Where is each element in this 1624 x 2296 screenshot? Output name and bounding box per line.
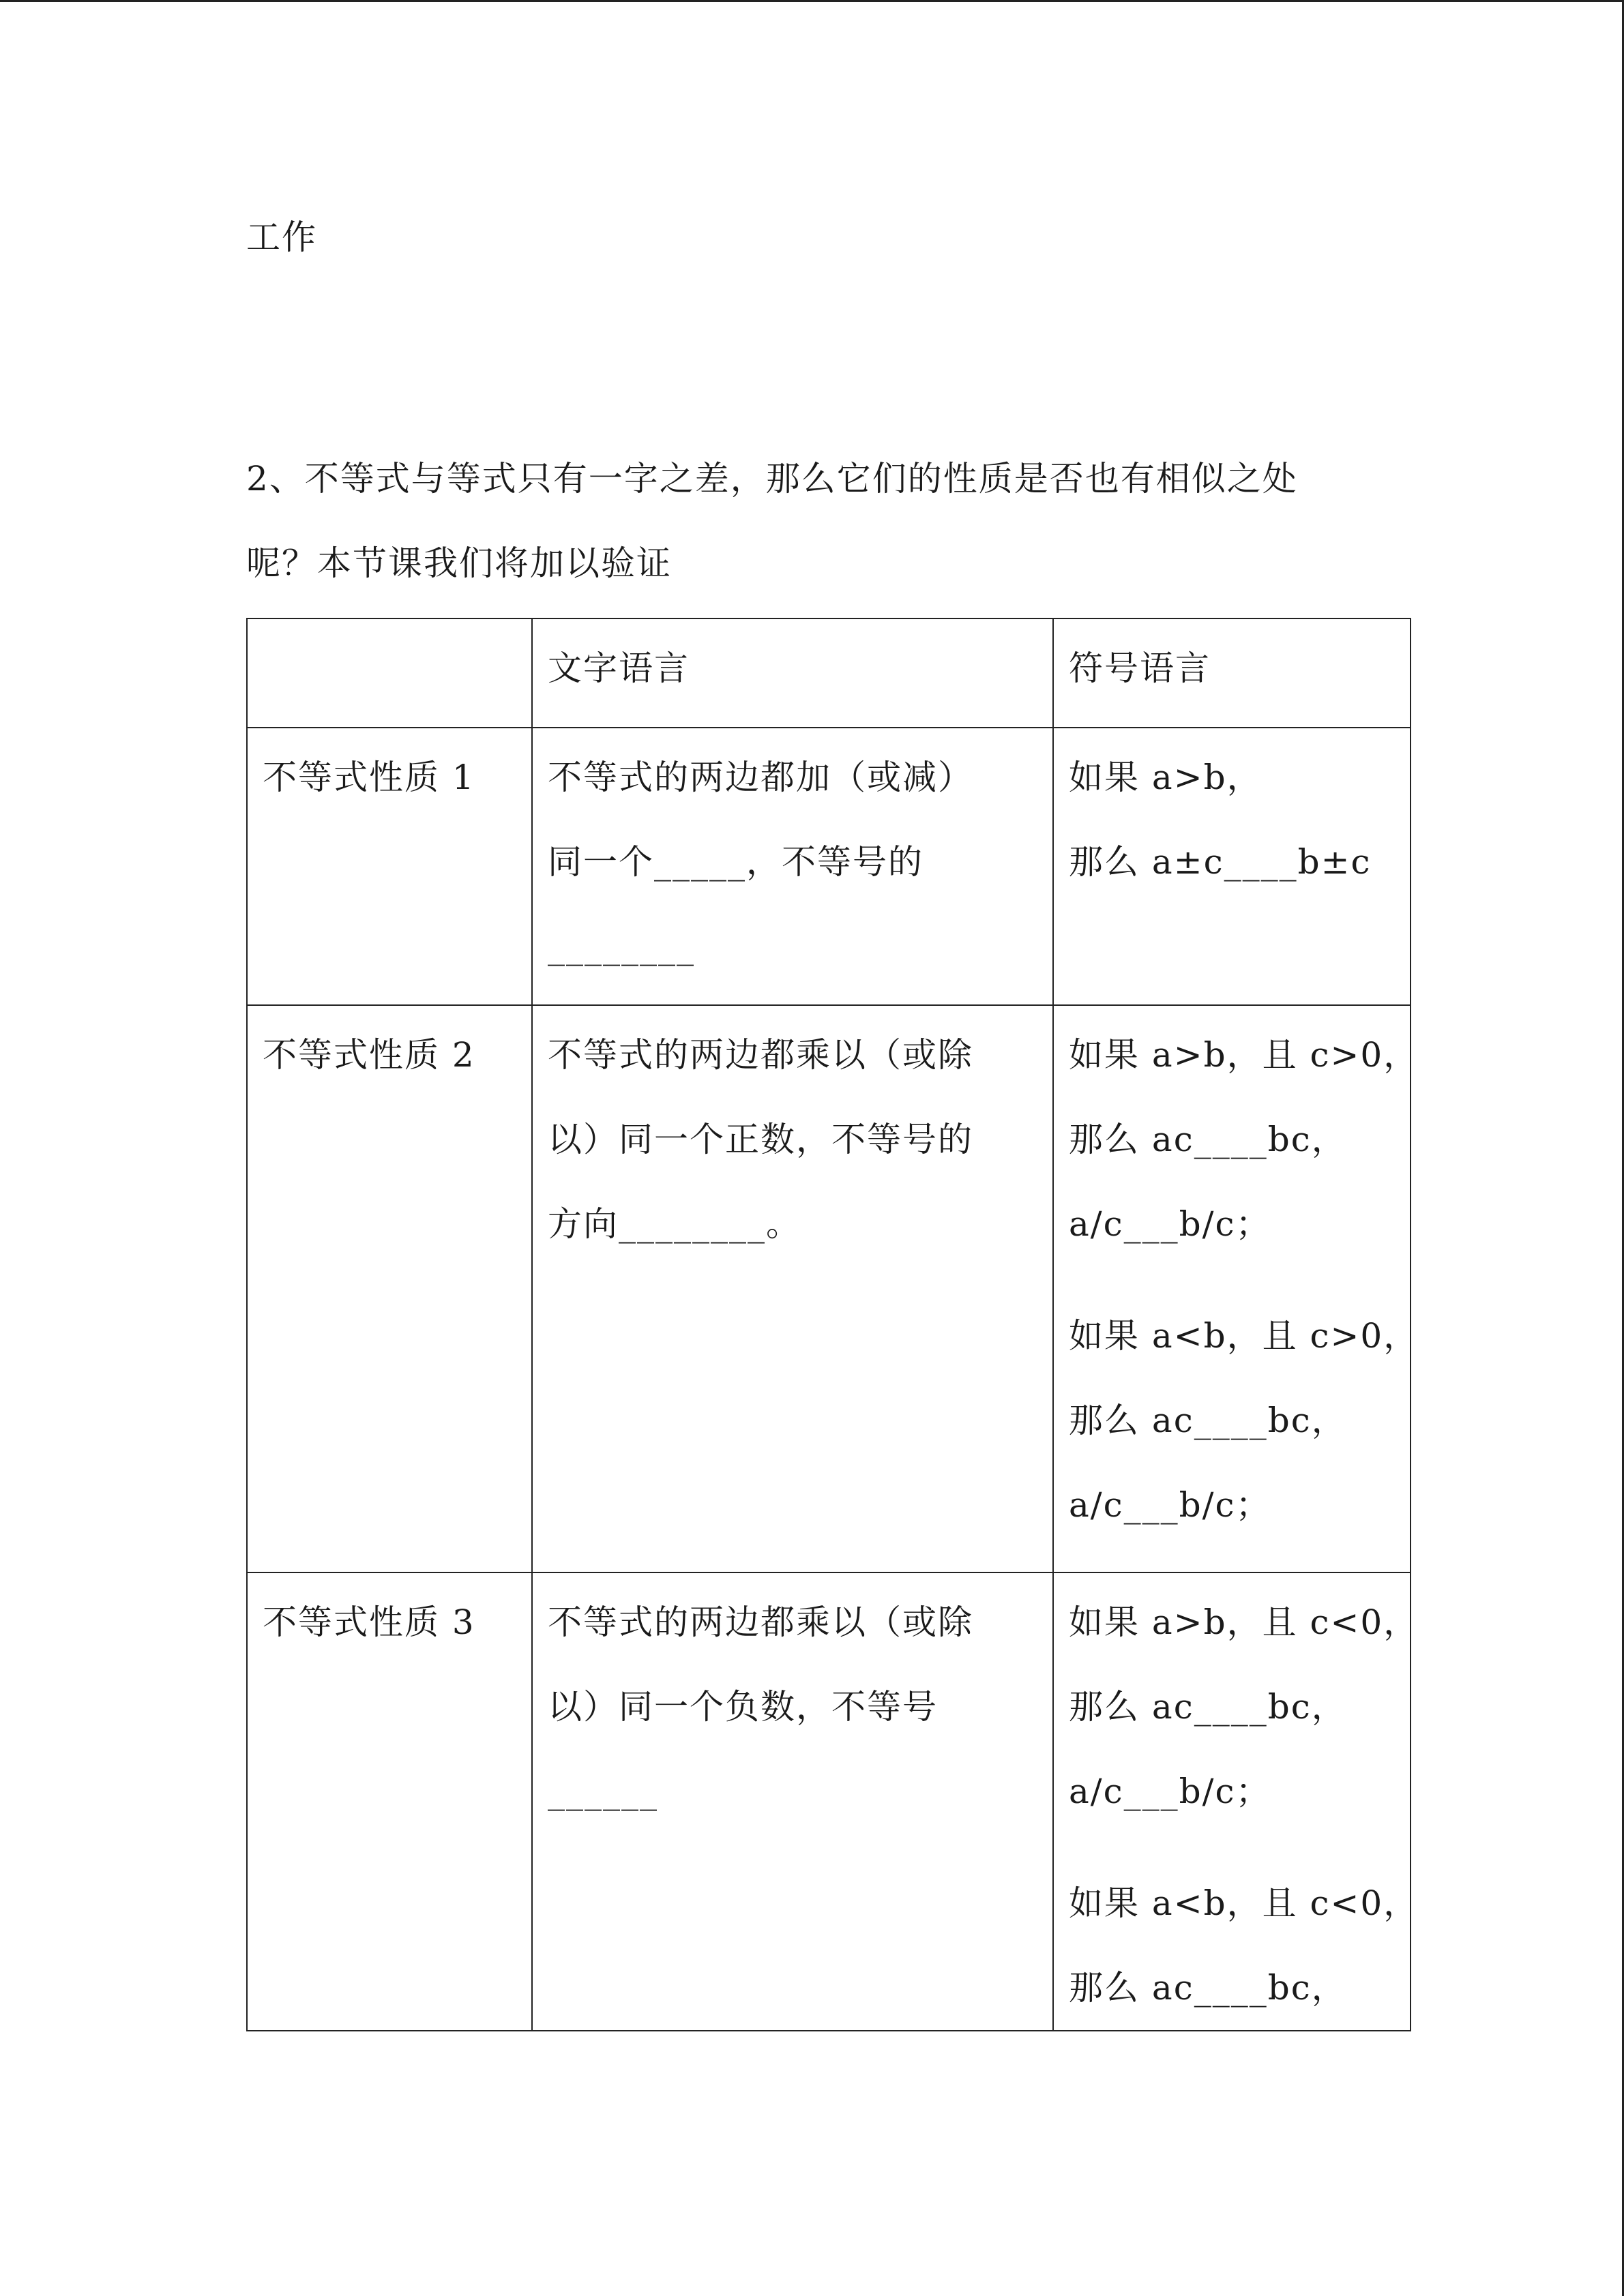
table-header-row <box>247 618 1411 728</box>
symbol-language-cell <box>1053 1005 1419 1572</box>
text-line: ______ <box>548 1772 658 1811</box>
text-line: 方向________。 <box>548 1204 801 1244</box>
text-language-cell <box>532 1005 1053 1572</box>
property-name: 不等式性质 3 <box>263 1602 475 1642</box>
symbol-line: a/c___b/c； <box>1069 1485 1271 1525</box>
symbol-line: 如果 a>b，且 c<0， <box>1069 1602 1419 1642</box>
text-line: 不等式的两边都加（或减） <box>548 758 973 797</box>
intro-paragraph <box>246 436 1392 606</box>
text-line: ________ <box>548 927 695 966</box>
property-name-cell <box>247 728 532 1005</box>
text-line: 同一个_____，不等号的 <box>548 842 924 882</box>
header-cell-text <box>532 618 1053 728</box>
text-line: 不等式的两边都乘以（或除 <box>548 1035 973 1075</box>
text-line: 以）同一个负数，不等号 <box>548 1687 938 1727</box>
table-row <box>247 728 1411 1005</box>
symbol-line: 如果 a<b，且 c<0， <box>1069 1883 1419 1923</box>
symbol-language-cell <box>1053 728 1411 1005</box>
text-line: 不等式的两边都乘以（或除 <box>548 1602 973 1642</box>
intro-line-2: 呢？本节课我们将加以验证 <box>246 543 672 583</box>
symbol-line: 那么 ac____bc， <box>1069 1401 1347 1440</box>
symbol-line: 如果 a>b， <box>1069 758 1263 797</box>
property-name-cell <box>247 1572 532 2031</box>
property-name-cell <box>247 1005 532 1572</box>
header-label: 文字语言 <box>548 648 690 688</box>
symbol-line: a/c___b/c； <box>1069 1772 1271 1811</box>
header-cell-symbol <box>1053 618 1411 728</box>
table-row <box>247 1572 1411 2031</box>
intro-line-1: 2、不等式与等式只有一字之差，那么它们的性质是否也有相似之处 <box>246 459 1298 498</box>
text-language-cell <box>532 728 1053 1005</box>
symbol-line: a/c___b/c； <box>1069 1204 1271 1244</box>
symbol-line: 那么 ac____bc， <box>1069 1968 1347 2008</box>
symbol-line: 如果 a>b，且 c>0， <box>1069 1035 1419 1075</box>
symbol-line: 那么 ac____bc， <box>1069 1120 1347 1159</box>
symbol-line: 那么 ac____bc， <box>1069 1687 1347 1727</box>
property-name: 不等式性质 1 <box>263 758 475 797</box>
text-language-cell <box>532 1572 1053 2031</box>
property-name: 不等式性质 2 <box>263 1035 475 1075</box>
page-top-border <box>0 0 1624 2</box>
symbol-language-cell <box>1053 1572 1419 2031</box>
text-line: 以）同一个正数，不等号的 <box>548 1120 973 1159</box>
page-heading: 工作 <box>246 218 317 257</box>
symbol-line: 如果 a<b，且 c>0， <box>1069 1316 1419 1356</box>
table-row <box>247 1005 1411 1572</box>
inequality-properties-table <box>246 618 1419 2031</box>
header-label: 符号语言 <box>1069 648 1211 688</box>
header-cell-empty <box>247 618 532 728</box>
symbol-line: 那么 a±c____b±c <box>1069 842 1372 882</box>
